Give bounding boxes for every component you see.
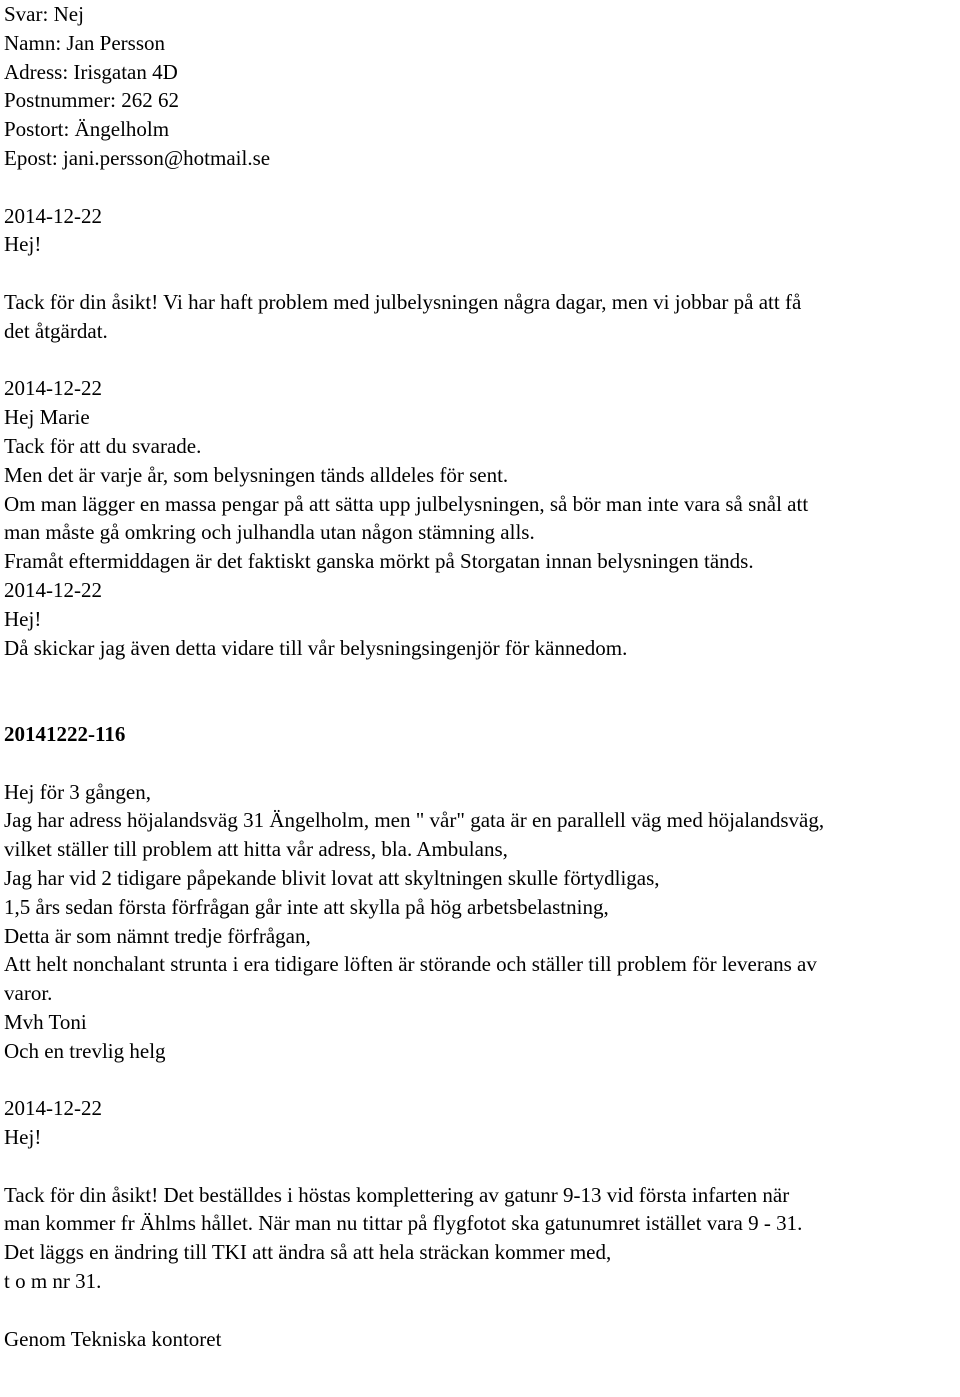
entry-body-line: Då skickar jag även detta vidare till vår belysningsingenjör för kännedom. [4,635,628,660]
reply-body-line: Det läggs en ändring till TKI att ändra så att hela sträckan kommer med, [4,1240,612,1265]
entry-body-line: det åtgärdat. [4,318,108,343]
reply-section [4,1094,958,1353]
case-body-line: Att helt nonchalant strunta i era tidigare löften är störande och ställer till problem för leverans av [4,952,817,977]
entry-body-line: Om man lägger en massa pengar på att sätta upp julbelysningen, så bör man inte vara så snål att [4,491,809,516]
spacer [4,1296,958,1325]
city-line: Postort: Ängelholm [4,117,170,142]
email-line: Epost: jani.persson@hotmail.se [4,145,271,170]
spacer [4,1152,958,1181]
case-body-line: Detta är som nämnt tredje förfrågan, [4,923,311,948]
entry-body-line: Tack för din åsikt! Vi har haft problem med julbelysningen några dagar, men vi jobbar på att få [4,289,802,314]
spacer [4,346,958,375]
case-body-line: 1,5 års sedan första förfrågan går inte att skylla på hög arbetsbelastning, [4,894,609,919]
entry-date: 2014-12-22 [4,203,102,228]
reply-greeting: Hej! [4,1125,42,1150]
reply-body-line: t o m nr 31. [4,1269,102,1294]
reply-body-line: man kommer fr Ählms hållet. När man nu tittar på flygfotot ska gatunumret istället vara 9 - 31. [4,1211,803,1236]
document-page [4,0,958,1353]
entry-date: 2014-12-22 [4,376,102,401]
postal-code-line: Postnummer: 262 62 [4,88,180,113]
reply-date: 2014-12-22 [4,1096,102,1121]
entry-greeting: Hej Marie [4,405,90,430]
case-body-line: Jag har adress höjalandsväg 31 Ängelholm, men " vår" gata är en parallell väg med höjalandsväg, [4,808,825,833]
spacer [4,259,958,288]
name-line: Namn: Jan Persson [4,30,165,55]
case-body-line: vilket ställer till problem att hitta vår adress, bla. Ambulans, [4,837,508,862]
entry-body-line: Framåt eftermiddagen är det faktiskt ganska mörkt på Storgatan innan belysningen tänds. [4,549,754,574]
spacer [4,749,958,778]
entry-body-line: man måste gå omkring och julhandla utan någon stämning alls. [4,520,535,545]
spacer [4,1065,958,1094]
address-line: Adress: Irisgatan 4D [4,59,178,84]
spacer [4,173,958,202]
case-body-line: Jag har vid 2 tidigare påpekande blivit lovat att skyltningen skulle förtydligas, [4,865,660,890]
spacer [4,662,958,720]
case-signoff: Mvh Toni [4,1009,87,1034]
reply-signature: Genom Tekniska kontoret [4,1326,222,1351]
entry-1 [4,202,958,346]
case-greeting: Hej för 3 gången, [4,779,151,804]
case-number: 20141222-116 [4,721,126,746]
entry-greeting: Hej! [4,606,42,631]
entry-2 [4,374,958,576]
entry-3 [4,576,958,662]
case-section [4,720,958,1066]
entry-body-line: Men det är varje år, som belysningen tänds alldeles för sent. [4,462,509,487]
answer-line: Svar: Nej [4,2,84,26]
entry-greeting: Hej! [4,232,42,257]
entry-body-line: Tack för att du svarade. [4,433,202,458]
case-closing: Och en trevlig helg [4,1038,166,1063]
reply-body-line: Tack för din åsikt! Det beställdes i höstas komplettering av gatunr 9-13 vid första infarten när [4,1182,790,1207]
entry-date: 2014-12-22 [4,577,102,602]
contact-header [4,0,958,173]
case-body-line: varor. [4,981,53,1006]
